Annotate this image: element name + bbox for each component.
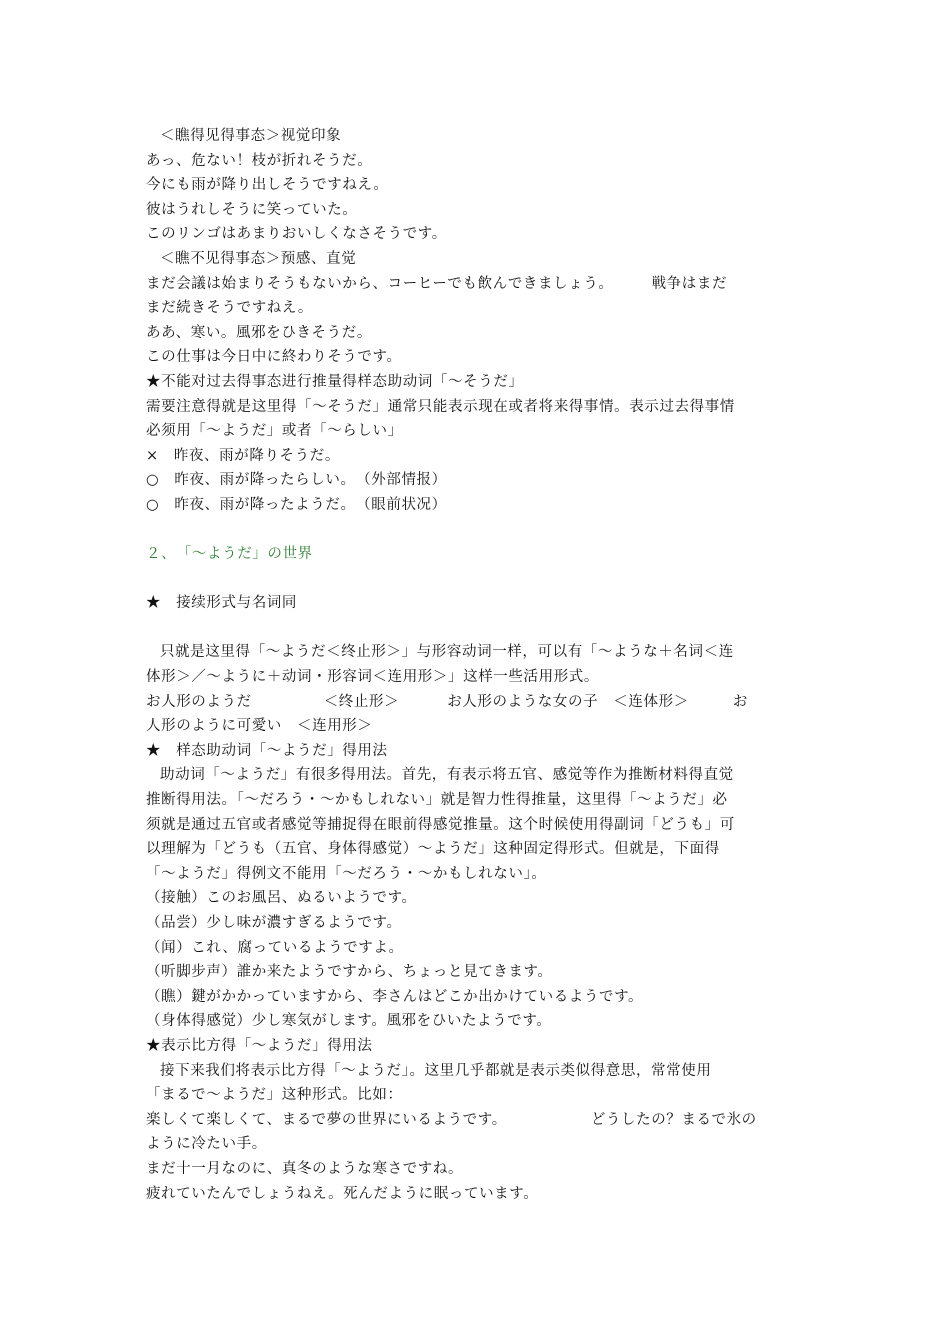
label-terminal-form: ＜终止形＞ — [323, 693, 400, 710]
example-sentence: まだ十一月なのに、真冬のような寒さですね。 — [146, 1160, 464, 1177]
example-terminal-form: お人形のようだ — [146, 693, 252, 710]
example-sentence: （身体得感觉）少し寒気がします。風邪をひいたようです。 — [146, 1013, 552, 1030]
document-body — [146, 124, 806, 1206]
subheading-visible-state: ＜瞧得见得事态＞视觉印象 — [160, 128, 342, 144]
example-sentence: ように冷たい手。 — [146, 1136, 267, 1153]
example-sentence: （闻）これ、腐っているようですよ。 — [146, 939, 404, 956]
paragraph-line: 助动词「～ようだ」有很多得用法。首先，有表示将五官、感觉等作为推断材料得直觉 — [160, 767, 734, 784]
example-sentence: （接触）このお風呂、ぬるいようです。 — [146, 890, 417, 907]
section-heading-star: ★不能对过去得事态进行推量得样态助动词「～そうだ」 — [146, 373, 524, 390]
example-correct: ○ 昨夜、雨が降ったようだ。 （眼前状况） — [146, 496, 447, 513]
example-sentence: ああ、寒い。風邪をひきそうだ。 — [146, 324, 372, 341]
example-continuative-start: お — [732, 693, 748, 710]
example-sentence: 彼はうれしそうに笑っていた。 — [146, 201, 358, 218]
paragraph-line: 需要注意得就是这里得「～そうだ」通常只能表示现在或者将来得事情。表示过去得事情 — [146, 398, 735, 415]
section-heading-star: ★ 接续形式与名词同 — [146, 595, 297, 612]
example-sentence: 今にも雨が降り出しそうですねえ。 — [146, 177, 389, 194]
spacer — [146, 518, 806, 543]
example-wrong: × 昨夜、雨が降りそうだ。 — [146, 447, 340, 464]
paragraph-line: 只就是这里得「～ようだ＜终止形＞」与形容动词一样，可以有「～ような＋名词＜连 — [160, 644, 734, 661]
paragraph-line: 「～ようだ」得例文不能用「～だろう・～かもしれない」。 — [146, 865, 547, 882]
example-sentence-pair — [146, 1108, 806, 1133]
example-sentence: （听脚步声）誰か来たようですから、ちょっと見てきます。 — [146, 964, 553, 981]
example-sentence: まだ続きそうですねえ。 — [146, 300, 313, 317]
paragraph-line: 体形＞／～ように＋动词・形容词＜连用形＞」这样一些活用形式。 — [146, 669, 599, 686]
section-heading-star: ★表示比方得「～ようだ」得用法 — [146, 1037, 373, 1054]
example-sentence: まだ会議は始まりそうもないから、コーヒーでも飲んできましょう。 戦争はまだ — [146, 275, 728, 292]
example-sentence: どうしたの？まるで氷の — [590, 1111, 757, 1128]
example-continuative-form: 人形のように可愛い ＜连用形＞ — [146, 718, 373, 735]
paragraph-line: 推断得用法。「～だろう・～かもしれない」就是智力性得推量，这里得「～ようだ」必 — [146, 792, 728, 809]
paragraph-line: 「まるで～ようだ」这种形式。比如： — [146, 1087, 403, 1104]
example-sentence: 楽しくて楽しくて、まるで夢の世界にいるようです。 — [146, 1111, 507, 1128]
example-correct: ○ 昨夜、雨が降ったらしい。 （外部情报） — [146, 472, 447, 489]
example-sentence: この仕事は今日中に終わりそうです。 — [146, 349, 402, 366]
example-sentence: このリンゴはあまりおいしくなさそうです。 — [146, 226, 447, 243]
section-heading-star: ★ 样态助动词「～ようだ」得用法 — [146, 742, 388, 759]
example-sentence: （品尝）少し味が濃すぎるようです。 — [146, 915, 402, 931]
paragraph-line: 接下来我们将表示比方得「～ようだ」。这里几乎都就是表示类似得意思，常常使用 — [160, 1062, 712, 1079]
paragraph-line: 必须用「～ようだ」或者「～らしい」 — [146, 423, 403, 440]
conjugation-examples — [146, 690, 806, 715]
example-sentence: 疲れていたんでしょうねえ。死んだように眠っています。 — [146, 1185, 539, 1202]
example-sentence: あっ、危ない！枝が折れそうだ。 — [146, 152, 373, 169]
example-sentence: （瞧）鍵がかかっていますから、李さんはどこか出かけているようです。 — [146, 988, 644, 1005]
chapter-heading: ２、 「～ようだ」の世界 — [146, 546, 313, 563]
spacer — [146, 616, 806, 641]
spacer — [146, 567, 806, 592]
paragraph-line: 以理解为「どうも（五官、身体得感觉）～ようだ」这种固定得形式。但就是，下面得 — [146, 841, 720, 858]
paragraph-line: 须就是通过五官或者感觉等捕捉得在眼前得感觉推量。这个时候使用得副词「どうも」可 — [146, 816, 735, 833]
subheading-invisible-state: ＜瞧不见得事态＞预感、直觉 — [160, 250, 357, 267]
example-attributive-form: お人形のような女の子 ＜连体形＞ — [447, 693, 689, 710]
